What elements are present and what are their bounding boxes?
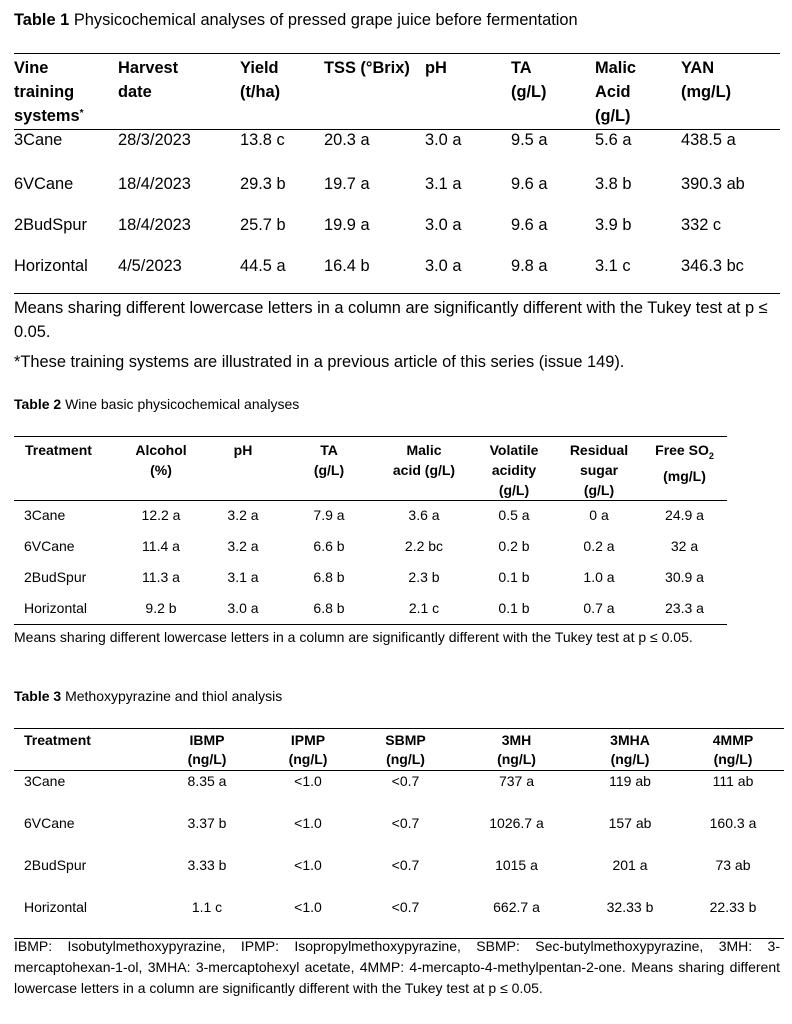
table1-cell: 29.3 b [240,174,286,193]
table1-cell: 5.6 a [595,131,632,149]
table3-cell: Horizontal [14,897,154,939]
table2-cell: 24.9 a [665,507,704,523]
table3-cell: 6VCane [24,814,75,831]
table2-cell: 3.1 a [227,568,259,585]
table-row [14,253,780,294]
table2-header-row [14,437,727,501]
table1-cell: 9.8 a [511,253,595,294]
table2-cell: 11.3 a [142,568,180,585]
table-row [14,855,784,897]
table2-cell: 0.7 a [556,594,642,625]
table3-header-sbmp: SBMP (ng/L) [356,729,455,771]
table3-cell: <1.0 [294,773,322,789]
table1-cell: 3.0 a [425,215,462,234]
table3-cell: <1.0 [294,856,322,873]
table2-cell: 6.8 b [313,568,345,585]
table2-header-ta: TA (g/L) [282,437,376,501]
table-row [14,171,780,212]
table1-cell: 438.5 a [681,131,736,149]
table2-cell: Horizontal [14,594,118,625]
table2-header-alcohol: Alcohol (%) [118,437,204,501]
table1-cell: 9.6 a [511,215,548,234]
table2-cell: 0.2 b [498,537,530,554]
table2-cell: 12.2 a [141,507,181,523]
table2-cell: 32 a [670,537,699,554]
table-row [14,130,780,171]
table-row [14,897,784,939]
table1-header-tss: TSS (°Brix) [324,54,425,130]
table2-cell: 9.2 b [118,594,204,625]
table1-footnote: *These training systems are illustrated in a previous article of this series (issue 149). [14,353,625,371]
table1-header-row [14,54,780,130]
table3-cell: 3.37 b [187,814,227,831]
table1-cell: 346.3 bc [681,253,780,294]
table3-cell: <1.0 [260,897,356,939]
table3-header-3mh: 3MH (ng/L) [455,729,578,771]
table1-cell: 3.1 c [595,253,681,294]
table3-cell: 3Cane [24,773,66,789]
table3-cell: 8.35 a [187,773,227,789]
table2-cell: 11.4 a [142,537,180,554]
table3-header-3mha: 3MHA (ng/L) [578,729,682,771]
table1-cell: 3.0 a [425,131,462,149]
table1-cell: 16.4 b [324,253,425,294]
table3-cell: 662.7 a [455,897,578,939]
table1-cell: 332 c [681,215,722,234]
table2-cell: 1.0 a [583,568,615,585]
table1-cell: Horizontal [14,253,118,294]
table3-header-row [14,729,784,771]
table3-cell: 737 a [498,773,535,789]
table3-cell: 160.3 a [709,814,757,831]
table2-caption-label: Table 2 [14,396,62,412]
table1-caption-label: Table 1 [14,11,70,29]
table2-cell: 2.1 c [376,594,472,625]
table2-cell: 6.6 b [313,537,345,554]
table2-caption-text: Wine basic physicochemical analyses [61,396,300,412]
table2-header-residual-sugar: Residual sugar (g/L) [556,437,642,501]
table3-cell: 1.1 c [154,897,260,939]
table1-cell: 44.5 a [240,253,324,294]
table3-header-treatment: Treatment [14,729,154,771]
table1-note: Means sharing different lowercase letters in a column are significantly different with the Tukey test at p ≤ 0.05. [14,299,768,341]
table2-cell: 0 a [589,507,609,523]
table3-cell: <1.0 [294,814,322,831]
table3-cell: 32.33 b [578,897,682,939]
table3-cell: <0.7 [391,814,420,831]
table2-header-ph: pH [204,437,282,501]
table1-caption-text: Physicochemical analyses of pressed grape juice before fermentation [69,11,578,29]
table3-note: IBMP: Isobutylmethoxypyrazine, IPMP: Isopropylmethoxypyrazine, SBMP: Sec-butylmethoxypyrazine, 3MH: 3-mercaptohexan-1-ol, 3MHA: 3-mercaptohexyl acetate, 4MMP: 4-mercapto-4-methylpentan-2-one. Means sharing different lowercase letters in a column are significantly different with the Tukey test at p ≤ 0.05. [14,938,780,996]
table-row [14,212,780,253]
table3-cell: 157 ab [608,814,652,831]
table3-cell: 3.33 b [187,856,227,873]
table2-cell: 0.2 a [583,537,615,554]
table2-header-treatment: Treatment [14,437,118,501]
table3-cell: 22.33 b [682,897,784,939]
table1-cell: 3.1 a [425,174,462,193]
table3-cell: 201 a [612,856,648,873]
table1-cell: 18/4/2023 [118,215,191,234]
table1-cell: 25.7 b [240,215,286,234]
table-row [14,594,727,625]
table2-cell: 6VCane [24,537,75,554]
table2 [14,436,727,625]
table1 [14,53,780,294]
table3-cell: 2BudSpur [24,856,87,873]
table3-cell: 73 ab [715,856,751,873]
table1-cell: 3.8 b [595,174,632,193]
table-row [14,813,784,855]
table2-cell: 2.3 b [408,568,440,585]
table1-header-malic-acid: Malic Acid (g/L) [595,54,681,130]
table1-cell: 6VCane [14,174,74,193]
table2-cell: 0.1 b [498,568,530,585]
table2-cell: 3.6 a [408,507,440,523]
table2-header-malic-acid: Malic acid (g/L) [376,437,472,501]
table-row [14,771,784,813]
table1-cell: 19.9 a [324,215,370,234]
table2-note: Means sharing different lowercase letters in a column are significantly different with the Tukey test at p ≤ 0.05. [14,629,693,645]
table1-header-training-systems: Vine training systems* [14,54,118,130]
table3-cell: 111 ab [712,773,754,789]
table1-cell: 19.7 a [324,174,370,193]
table2-cell: 2.2 bc [404,537,444,554]
table2-cell: 3.0 a [204,594,282,625]
table1-cell: 28/3/2023 [118,131,191,149]
table2-caption [14,396,299,412]
table-row [14,532,727,563]
table2-header-volatile-acidity: Volatile acidity (g/L) [472,437,556,501]
table1-cell: 390.3 ab [681,174,745,193]
table1-cell: 3.9 b [595,215,632,234]
table3-header-ibmp: IBMP (ng/L) [154,729,260,771]
table2-header-free-so2: Free $SO_2$ (mg/L) [642,437,727,501]
table2-cell: 3.2 a [227,507,259,523]
table3-caption-text: Methoxypyrazine and thiol analysis [61,688,283,704]
table2-cell: 3Cane [24,507,66,523]
table2-cell: 3.2 a [227,537,259,554]
table3-cell: 119 ab [609,773,651,789]
table1-cell: 4/5/2023 [118,253,240,294]
table3-header-ipmp: IPMP (ng/L) [260,729,356,771]
table3-cell: 1015 a [495,856,538,873]
table3-cell: <0.7 [391,773,420,789]
table1-cell: 9.6 a [511,174,548,193]
table1-header-harvest-date: Harvest date [118,54,240,130]
table1-cell: 13.8 c [240,131,285,149]
table1-cell: 9.5 a [511,131,548,149]
table3 [14,728,784,939]
table2-cell: 30.9 a [665,568,704,585]
table1-header-yan: YAN (mg/L) [681,54,780,130]
table2-cell: 2BudSpur [24,568,87,585]
table2-cell: 6.8 b [282,594,376,625]
table1-cell: 20.3 a [324,131,370,149]
table1-cell: 18/4/2023 [118,174,191,193]
table1-cell: 3Cane [14,131,63,149]
table2-cell: 0.5 a [498,507,530,523]
table2-cell: 7.9 a [313,507,345,523]
table3-cell: <0.7 [356,897,455,939]
table3-header-4mmp: 4MMP (ng/L) [682,729,784,771]
table3-caption-label: Table 3 [14,688,62,704]
table1-caption [14,11,578,30]
table-row [14,563,727,594]
table1-header-ta: TA (g/L) [511,54,595,130]
table3-caption [14,688,282,704]
table1-header-ph: pH [425,54,511,130]
table-row [14,501,727,532]
table2-cell: 0.1 b [472,594,556,625]
table1-cell: 3.0 a [425,253,511,294]
table1-cell: 2BudSpur [14,215,87,234]
table3-cell: 1026.7 a [489,814,544,831]
table3-cell: <0.7 [391,856,420,873]
table1-header-yield: Yield (t/ha) [240,54,324,130]
table2-cell: 23.3 a [642,594,727,625]
